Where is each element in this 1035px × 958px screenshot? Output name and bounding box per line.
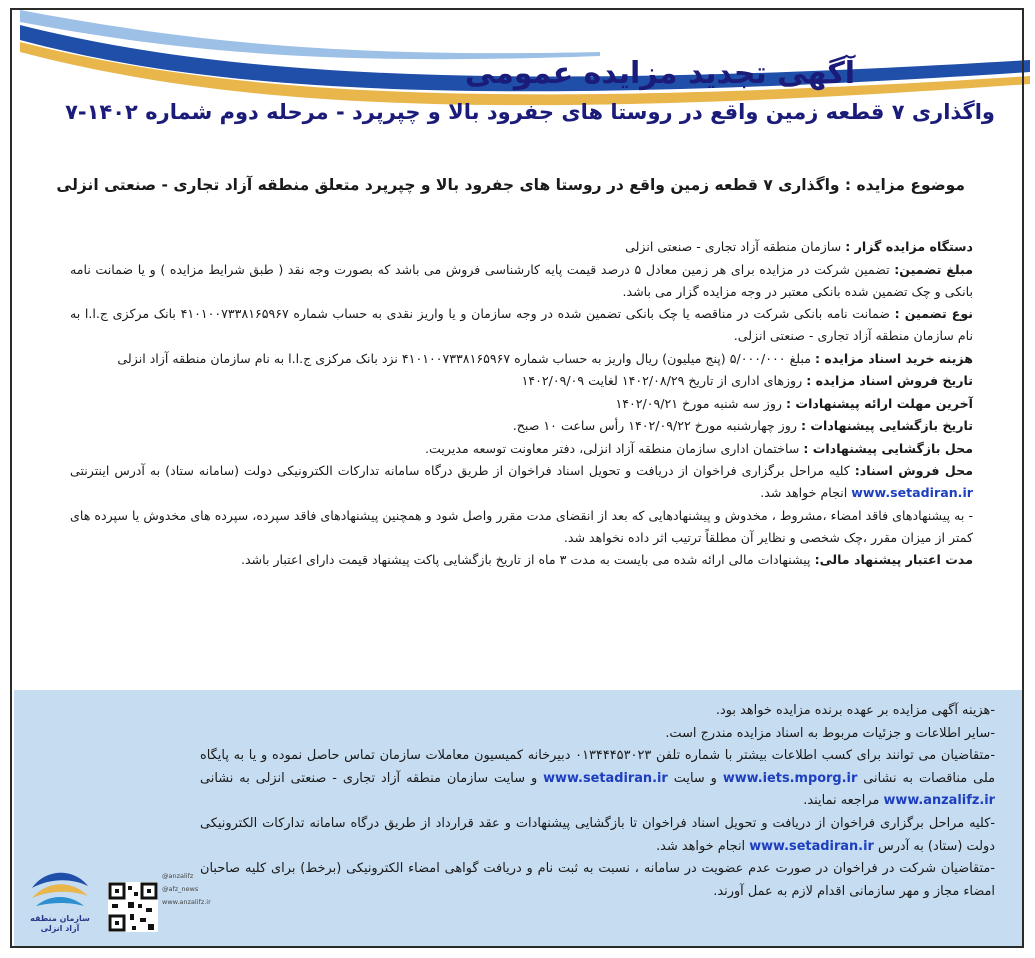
ad-subtitle: واگذاری ۷ قطعه زمین واقع در روستا های جفرود بالا و چپرپرد - مرحله دوم شماره ۱۴۰۲-۷ [65, 100, 995, 124]
detail-text: روز چهارشنبه مورخ ۱۴۰۲/۰۹/۲۲ رأس ساعت ۱۰ صبح. [512, 418, 801, 433]
detail-text: انجام خواهد شد. [760, 485, 852, 500]
detail-label: محل بازگشایی پیشنهادات : [803, 440, 973, 456]
detail-deadline [70, 393, 973, 415]
detail-text: - به پیشنهادهای فاقد امضاء ،مشروط ، مخدوش و پیشنهادهایی که بعد از انقضای مدت مقرر واصل شود و همچنین پیشنهادهای فاقد سپرده، سپرده های مخدوش یا سپرده های کمتر از میزان مقرر ،چک شخصی و نظایر آن مطلقاً ترتیب اثر داده نخواهد شد. [70, 507, 973, 545]
detail-text: ساختمان اداری سازمان منطقه آزاد انزلی، دفتر معاونت توسعه مدیریت. [425, 440, 804, 456]
setadiran-link[interactable]: www.setadiran.ir [851, 485, 973, 500]
logo-caption: سازمان منطقه آزاد انزلی [30, 914, 90, 933]
iets-link[interactable]: www.iets.mporg.ir [722, 770, 858, 786]
detail-organizer [70, 236, 973, 258]
auction-subject: موضوع مزایده : واگذاری ۷ قطعه زمین واقع در روستا های جفرود بالا و چپرپرد متعلق منطقه آزاد تجاری - صنعتی انزلی [56, 176, 965, 194]
detail-rejection-note [70, 505, 973, 549]
setadiran-link[interactable]: www.setadiran.ir [543, 770, 668, 786]
detail-label: تاریخ بازگشایی پیشنهادات : [800, 418, 973, 433]
setadiran-link[interactable]: www.setadiran.ir [749, 838, 874, 854]
detail-text: پیشنهادات مالی ارائه شده می بایست به مدت ۳ ماه از تاریخ بازگشایی پاکت پیشنهاد قیمت دارای اعتبار باشد. [240, 552, 815, 567]
anzalifz-link[interactable]: www.anzalifz.ir [883, 793, 995, 809]
ad-title: آگهی تجدید مزایده عمومی [464, 56, 856, 91]
detail-label: مدت اعتبار پیشنهاد مالی: [814, 552, 973, 567]
detail-text: ضمانت نامه بانکی شرکت در مناقصه یا چک بانکی تضمین شده در وجه سازمان و یا واریز نقدی به حساب شماره ۴۱۰۱۰۰۷۳۳۸۱۶۵۹۶۷ بانک مرکزی ج.ا.ا به نام سازمان منطقه آزاد تجاری - صنعتی انزلی. [70, 306, 973, 343]
detail-text: روز سه شنبه مورخ ۱۴۰۲/۰۹/۲۱ [615, 395, 786, 411]
contact-line: @anzalifz [162, 872, 194, 880]
detail-label: محل فروش اسناد: [854, 463, 974, 478]
contact-handles [162, 870, 222, 909]
qr-code-icon [108, 882, 158, 932]
footer-branding [22, 862, 211, 946]
auction-details [70, 236, 973, 572]
detail-validity [70, 549, 973, 571]
detail-label: هزینه خرید اسناد مزایده : [815, 350, 973, 366]
note-text: مراجعه نمایند. [803, 793, 884, 809]
detail-text: روزهای اداری از تاریخ ۱۴۰۲/۰۸/۲۹ لغایت ۱۴۰۲/۰۹/۰۹ [521, 373, 807, 388]
contact-line: @afz_news [162, 885, 199, 893]
detail-label: دستگاه مزایده گزار : [845, 239, 973, 254]
contact-line: www.anzalifz.ir [162, 898, 211, 906]
detail-label: مبلغ تضمین: [894, 261, 973, 277]
detail-guarantee-amount [70, 259, 973, 303]
detail-text: مبلغ ۵/۰۰۰/۰۰۰ (پنج میلیون) ریال واریز به حساب شماره ۴۱۰۱۰۰۷۳۳۸۱۶۵۹۶۷ نزد بانک مرکزی ج.ا.ا به نام سازمان منطقه آزاد انزلی [117, 350, 816, 366]
detail-sale-date [70, 370, 973, 392]
detail-opening-date [70, 415, 973, 437]
notes-list [200, 700, 995, 903]
detail-label: آخرین مهلت ارائه پیشنهادات : [786, 395, 973, 411]
note-text: -کلیه مراحل برگزاری فراخوان از دریافت و تحویل اسناد فراخوان تا بازگشایی پیشنهادات و عقد قرارداد از طریق درگاه سامانه تدارکات الکترونیکی دولت (ستاد) به آدرس [200, 815, 995, 854]
note-process [200, 813, 995, 858]
note-text: انجام خواهد شد. [656, 838, 750, 854]
detail-text: سازمان منطقه آزاد تجاری - صنعتی انزلی [625, 239, 846, 254]
note-text: -متقاضیان می توانند برای کسب اطلاعات بیشتر با شماره تلفن ۰۱۳۴۴۴۵۳۰۲۳ دبیرخانه کمیسیون معاملات سازمان تماس حاصل نموده و یا به پایگاه ملی مناقصات به نشانی [200, 748, 996, 786]
detail-document-sale-place [70, 460, 973, 504]
detail-text: تضمین شرکت در مزایده برای هر زمین معادل ۵ درصد قیمت پایه کارشناسی فروش می باشد که بصورت وجه نقد ( طبق شرایط مزایده ) و یا ضمانت نامه بانکی و چک تضمین شده بانکی معتبر در وجه مزایده گزار می باشد. [70, 261, 973, 299]
note-text: و سایت [667, 770, 723, 786]
note-text: و سایت سازمان منطقه آزاد تجاری - صنعتی انزلی به نشانی [200, 770, 544, 786]
detail-document-fee [70, 348, 973, 370]
note-cost: -هزینه آگهی مزایده بر عهده برنده مزایده خواهد بود. [715, 703, 995, 718]
note-registration: -متقاضیان شرکت در فراخوان در صورت عدم عضویت در سامانه ، نسبت به ثبت نام و دریافت گواهی امضاء الکترونیکی (برخط) برای کلیه صاحبان امضاء مجاز و مهر سازمانی اقدام لازم به عمل آورند. [200, 861, 995, 899]
note-info: -سایر اطلاعات و جزئیات مربوط به اسناد مزایده مندرج است. [665, 725, 995, 741]
detail-text: کلیه مراحل برگزاری فراخوان از دریافت و تحویل اسناد فراخوان از طریق درگاه سامانه تدارکات الکترونیکی دولت (سامانه ستاد) به آدرس اینترنتی [70, 463, 855, 478]
detail-label: نوع تضمین : [894, 306, 973, 321]
detail-label: تاریخ فروش اسناد مزایده : [806, 373, 973, 388]
detail-guarantee-type [70, 303, 973, 347]
detail-opening-place [70, 438, 973, 460]
note-contact [200, 745, 995, 813]
